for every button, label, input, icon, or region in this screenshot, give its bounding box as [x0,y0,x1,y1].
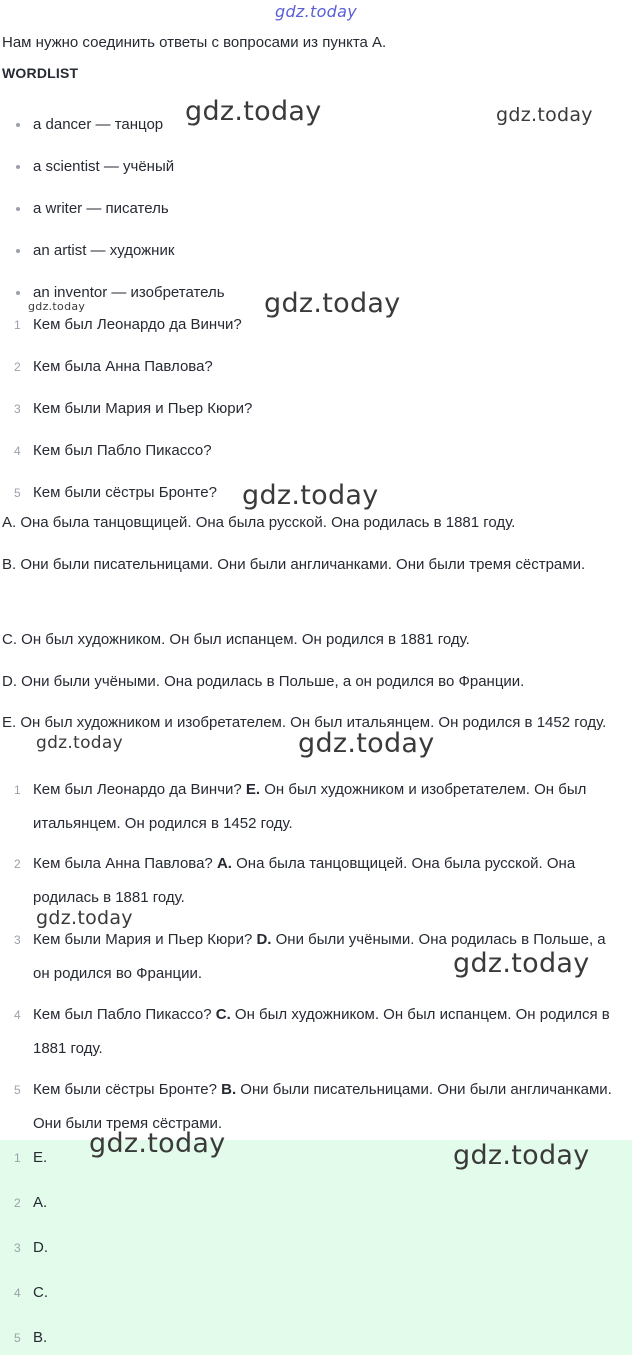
answer-box [0,1140,632,1355]
watermark-text: gdz.today [298,728,435,759]
bullet-icon [16,291,20,295]
watermark-text: gdz.today [89,1128,226,1159]
header-watermark-logo: gdz.today [275,2,357,21]
watermark-text: gdz.today [185,96,322,127]
statement-e: E. Он был художником и изобретателем. Он был итальянцем. Он родился в 1452 году. [2,714,607,731]
watermark-text: gdz.today [496,104,593,126]
wordlist-heading: WORDLIST [2,65,79,81]
watermark-text: gdz.today [36,733,123,753]
statement-d: D. Они были учёными. Она родилась в Польше, а он родился во Франции. [2,673,525,690]
statement-a: A. Она была танцовщицей. Она была русской. Она родилась в 1881 году. [2,514,516,531]
statement-b: B. Они были писательницами. Они были англичанками. Они были тремя сёстрами. [2,556,586,573]
watermark-text: gdz.today [453,948,590,979]
bullet-icon [16,207,20,211]
watermark-text: gdz.today [36,907,133,929]
bullet-icon [16,249,20,253]
watermark-text: gdz.today [242,480,379,511]
watermark-text: gdz.today [28,300,86,313]
intro-text: Нам нужно соединить ответы с вопросами из пункта А. [2,34,387,51]
bullet-icon [16,123,20,127]
statement-c: C. Он был художником. Он был испанцем. Он родился в 1881 году. [2,631,470,648]
watermark-text: gdz.today [453,1140,590,1171]
watermark-text: gdz.today [264,288,401,319]
bullet-icon [16,165,20,169]
